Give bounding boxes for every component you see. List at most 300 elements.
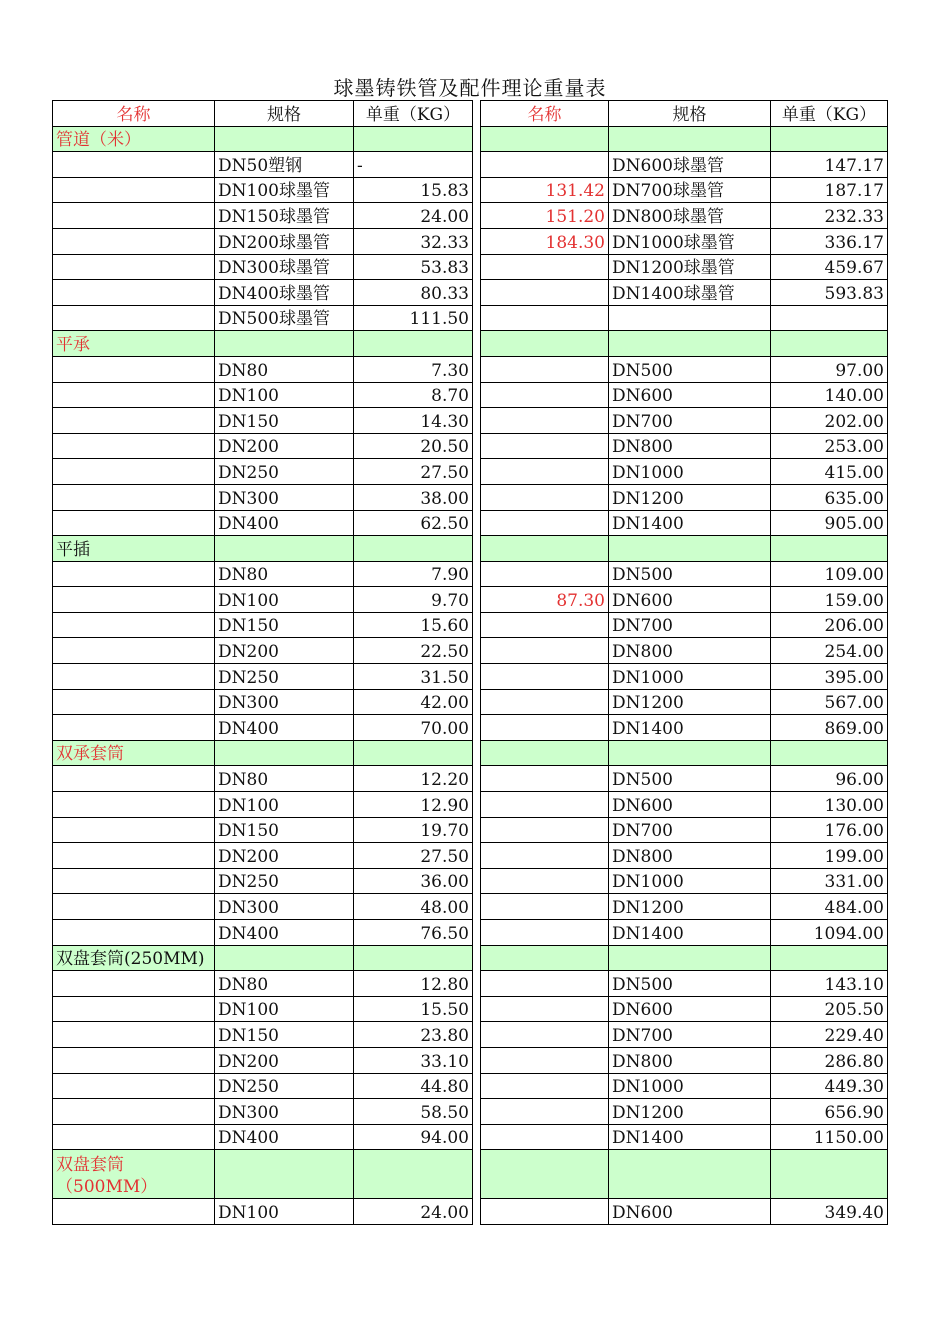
section-name-text: 双盘套筒 bbox=[56, 1155, 124, 1176]
left-spec-cell: DN250 bbox=[215, 868, 354, 894]
table-row bbox=[53, 766, 888, 792]
right-spec-cell: DN600球墨管 bbox=[609, 152, 771, 178]
section-empty-cell bbox=[215, 331, 354, 357]
right-weight-cell: 336.17 bbox=[771, 228, 888, 254]
column-divider bbox=[473, 510, 481, 536]
column-divider bbox=[473, 766, 481, 792]
left-weight-cell: - bbox=[354, 152, 473, 178]
section-empty-cell bbox=[481, 331, 609, 357]
left-name-cell bbox=[53, 1199, 215, 1225]
column-divider bbox=[473, 868, 481, 894]
right-note-cell bbox=[481, 408, 609, 434]
right-weight-cell: 567.00 bbox=[771, 689, 888, 715]
left-name-cell bbox=[53, 203, 215, 229]
table-row bbox=[53, 228, 888, 254]
header-spec-right: 规格 bbox=[609, 101, 771, 127]
left-name-cell bbox=[53, 433, 215, 459]
left-weight-cell: 76.50 bbox=[354, 920, 473, 946]
section-empty-cell bbox=[609, 740, 771, 766]
left-weight-cell: 8.70 bbox=[354, 382, 473, 408]
right-weight-cell: 205.50 bbox=[771, 996, 888, 1022]
header-row bbox=[53, 101, 888, 127]
column-divider bbox=[473, 459, 481, 485]
left-spec-cell: DN100 bbox=[215, 792, 354, 818]
left-name-cell bbox=[53, 510, 215, 536]
section-empty-cell bbox=[354, 536, 473, 562]
right-spec-cell: DN1200 bbox=[609, 484, 771, 510]
left-weight-cell: 19.70 bbox=[354, 817, 473, 843]
right-weight-cell: 159.00 bbox=[771, 587, 888, 613]
section-empty-cell bbox=[354, 740, 473, 766]
right-note-cell bbox=[481, 152, 609, 178]
column-divider bbox=[473, 536, 481, 562]
right-weight-cell: 147.17 bbox=[771, 152, 888, 178]
left-name-cell bbox=[53, 638, 215, 664]
left-weight-cell: 7.90 bbox=[354, 561, 473, 587]
right-note-cell bbox=[481, 1022, 609, 1048]
right-spec-cell: DN1000球墨管 bbox=[609, 228, 771, 254]
column-divider bbox=[473, 203, 481, 229]
column-divider bbox=[473, 689, 481, 715]
right-weight-cell: 96.00 bbox=[771, 766, 888, 792]
section-empty-cell bbox=[609, 945, 771, 971]
left-name-cell bbox=[53, 254, 215, 280]
right-weight-cell: 176.00 bbox=[771, 817, 888, 843]
column-divider bbox=[473, 254, 481, 280]
left-name-cell bbox=[53, 664, 215, 690]
header-name-right: 名称 bbox=[481, 101, 609, 127]
section-empty-cell bbox=[771, 331, 888, 357]
section-row bbox=[53, 536, 888, 562]
right-note-cell bbox=[481, 356, 609, 382]
right-spec-cell: DN1400 bbox=[609, 920, 771, 946]
table-row bbox=[53, 177, 888, 203]
right-weight-cell: 253.00 bbox=[771, 433, 888, 459]
right-note-cell bbox=[481, 766, 609, 792]
column-divider bbox=[473, 1022, 481, 1048]
left-spec-cell: DN250 bbox=[215, 1073, 354, 1099]
right-spec-cell: DN1000 bbox=[609, 868, 771, 894]
table-row bbox=[53, 305, 888, 331]
left-spec-cell: DN200 bbox=[215, 843, 354, 869]
right-spec-cell: DN700 bbox=[609, 817, 771, 843]
left-weight-cell: 36.00 bbox=[354, 868, 473, 894]
section-row bbox=[53, 126, 888, 152]
table-row bbox=[53, 254, 888, 280]
right-spec-cell: DN700 bbox=[609, 408, 771, 434]
right-weight-cell: 1094.00 bbox=[771, 920, 888, 946]
left-weight-cell: 80.33 bbox=[354, 280, 473, 306]
left-name-cell bbox=[53, 152, 215, 178]
right-weight-cell: 905.00 bbox=[771, 510, 888, 536]
left-weight-cell: 15.83 bbox=[354, 177, 473, 203]
table-row bbox=[53, 817, 888, 843]
right-note-cell bbox=[481, 868, 609, 894]
right-note-cell bbox=[481, 382, 609, 408]
column-divider bbox=[473, 152, 481, 178]
left-name-cell bbox=[53, 894, 215, 920]
right-weight-cell: 97.00 bbox=[771, 356, 888, 382]
column-divider bbox=[473, 408, 481, 434]
right-spec-cell: DN800 bbox=[609, 638, 771, 664]
left-spec-cell: DN300 bbox=[215, 1099, 354, 1125]
section-name-text: 管道（米） bbox=[56, 130, 141, 151]
column-divider bbox=[473, 305, 481, 331]
left-name-cell bbox=[53, 484, 215, 510]
section-empty-cell bbox=[771, 945, 888, 971]
right-note-cell bbox=[481, 715, 609, 741]
right-weight-cell: 1150.00 bbox=[771, 1124, 888, 1150]
column-divider bbox=[473, 612, 481, 638]
table-row bbox=[53, 612, 888, 638]
left-spec-cell: DN300 bbox=[215, 689, 354, 715]
section-name bbox=[53, 740, 215, 766]
table-row bbox=[53, 587, 888, 613]
section-empty-cell bbox=[215, 1150, 354, 1199]
column-divider bbox=[473, 177, 481, 203]
left-spec-cell: DN400球墨管 bbox=[215, 280, 354, 306]
section-name-text: 双盘套筒(250MM) bbox=[56, 949, 205, 970]
column-divider bbox=[473, 920, 481, 946]
column-divider bbox=[473, 1047, 481, 1073]
left-spec-cell: DN150 bbox=[215, 817, 354, 843]
right-note-cell bbox=[481, 689, 609, 715]
left-weight-cell: 32.33 bbox=[354, 228, 473, 254]
right-note-cell: 151.20 bbox=[481, 203, 609, 229]
table-row bbox=[53, 996, 888, 1022]
right-weight-cell: 187.17 bbox=[771, 177, 888, 203]
left-weight-cell: 70.00 bbox=[354, 715, 473, 741]
right-spec-cell: DN800球墨管 bbox=[609, 203, 771, 229]
right-note-cell: 87.30 bbox=[481, 587, 609, 613]
right-spec-cell: DN1200 bbox=[609, 1099, 771, 1125]
left-spec-cell: DN150 bbox=[215, 408, 354, 434]
section-empty-cell bbox=[354, 126, 473, 152]
left-spec-cell: DN50塑钢 bbox=[215, 152, 354, 178]
left-weight-cell: 58.50 bbox=[354, 1099, 473, 1125]
right-spec-cell: DN600 bbox=[609, 382, 771, 408]
right-spec-cell: DN600 bbox=[609, 792, 771, 818]
right-weight-cell: 593.83 bbox=[771, 280, 888, 306]
left-name-cell bbox=[53, 280, 215, 306]
section-empty-cell bbox=[481, 126, 609, 152]
right-note-cell: 131.42 bbox=[481, 177, 609, 203]
table-row bbox=[53, 868, 888, 894]
table-row bbox=[53, 484, 888, 510]
left-weight-cell: 24.00 bbox=[354, 203, 473, 229]
right-spec-cell: DN600 bbox=[609, 996, 771, 1022]
right-weight-cell: 349.40 bbox=[771, 1199, 888, 1225]
left-weight-cell: 15.50 bbox=[354, 996, 473, 1022]
column-divider bbox=[473, 971, 481, 997]
right-note-cell bbox=[481, 510, 609, 536]
left-weight-cell: 12.90 bbox=[354, 792, 473, 818]
left-weight-cell: 20.50 bbox=[354, 433, 473, 459]
table-row bbox=[53, 792, 888, 818]
left-weight-cell: 12.80 bbox=[354, 971, 473, 997]
header-weight-left: 单重（KG） bbox=[354, 101, 473, 127]
table-row bbox=[53, 664, 888, 690]
section-row bbox=[53, 331, 888, 357]
right-spec-cell: DN500 bbox=[609, 561, 771, 587]
right-weight-cell: 143.10 bbox=[771, 971, 888, 997]
left-name-cell bbox=[53, 971, 215, 997]
right-note-cell bbox=[481, 1099, 609, 1125]
section-name-text: 平插 bbox=[56, 539, 90, 560]
left-weight-cell: 22.50 bbox=[354, 638, 473, 664]
section-row bbox=[53, 945, 888, 971]
right-weight-cell: 635.00 bbox=[771, 484, 888, 510]
right-note-cell bbox=[481, 1047, 609, 1073]
table-row bbox=[53, 356, 888, 382]
right-note-cell bbox=[481, 612, 609, 638]
left-spec-cell: DN150 bbox=[215, 1022, 354, 1048]
section-name bbox=[53, 331, 215, 357]
table-row bbox=[53, 561, 888, 587]
right-weight-cell: 449.30 bbox=[771, 1073, 888, 1099]
section-empty-cell bbox=[215, 126, 354, 152]
column-divider bbox=[473, 664, 481, 690]
left-spec-cell: DN80 bbox=[215, 766, 354, 792]
left-spec-cell: DN100 bbox=[215, 1199, 354, 1225]
right-weight-cell: 232.33 bbox=[771, 203, 888, 229]
left-weight-cell: 33.10 bbox=[354, 1047, 473, 1073]
column-divider bbox=[473, 561, 481, 587]
section-empty-cell bbox=[481, 945, 609, 971]
left-weight-cell: 9.70 bbox=[354, 587, 473, 613]
right-weight-cell: 459.67 bbox=[771, 254, 888, 280]
right-weight-cell: 395.00 bbox=[771, 664, 888, 690]
left-weight-cell: 12.20 bbox=[354, 766, 473, 792]
left-name-cell bbox=[53, 228, 215, 254]
section-empty-cell bbox=[609, 331, 771, 357]
section-row bbox=[53, 740, 888, 766]
column-divider bbox=[473, 996, 481, 1022]
header-weight-right: 单重（KG） bbox=[771, 101, 888, 127]
column-divider bbox=[473, 792, 481, 818]
right-note-cell bbox=[481, 484, 609, 510]
left-spec-cell: DN150 bbox=[215, 612, 354, 638]
left-spec-cell: DN100球墨管 bbox=[215, 177, 354, 203]
right-spec-cell: DN1000 bbox=[609, 664, 771, 690]
table-row bbox=[53, 715, 888, 741]
right-spec-cell: DN700球墨管 bbox=[609, 177, 771, 203]
left-weight-cell: 62.50 bbox=[354, 510, 473, 536]
column-divider bbox=[473, 740, 481, 766]
column-divider bbox=[473, 228, 481, 254]
left-name-cell bbox=[53, 459, 215, 485]
left-name-cell bbox=[53, 561, 215, 587]
right-weight-cell: 484.00 bbox=[771, 894, 888, 920]
left-name-cell bbox=[53, 817, 215, 843]
left-spec-cell: DN80 bbox=[215, 356, 354, 382]
column-divider bbox=[473, 356, 481, 382]
section-empty-cell bbox=[354, 945, 473, 971]
section-empty-cell bbox=[215, 536, 354, 562]
right-note-cell bbox=[481, 1124, 609, 1150]
column-divider bbox=[473, 894, 481, 920]
sheet-title: 球墨铸铁管及配件理论重量表 bbox=[333, 76, 607, 100]
column-divider bbox=[473, 433, 481, 459]
right-weight-cell: 869.00 bbox=[771, 715, 888, 741]
right-weight-cell: 199.00 bbox=[771, 843, 888, 869]
left-name-cell bbox=[53, 408, 215, 434]
column-divider bbox=[473, 638, 481, 664]
table-row bbox=[53, 689, 888, 715]
table-row bbox=[53, 971, 888, 997]
right-spec-cell: DN600 bbox=[609, 1199, 771, 1225]
table-row bbox=[53, 382, 888, 408]
right-spec-cell: DN500 bbox=[609, 766, 771, 792]
right-spec-cell: DN500 bbox=[609, 971, 771, 997]
right-note-cell bbox=[481, 1199, 609, 1225]
left-name-cell bbox=[53, 1124, 215, 1150]
weight-table bbox=[52, 100, 888, 1225]
right-note-cell bbox=[481, 561, 609, 587]
left-spec-cell: DN200 bbox=[215, 1047, 354, 1073]
right-spec-cell: DN600 bbox=[609, 587, 771, 613]
right-note-cell bbox=[481, 433, 609, 459]
right-note-cell bbox=[481, 638, 609, 664]
section-name-text: 平承 bbox=[56, 334, 90, 355]
column-divider bbox=[473, 126, 481, 152]
column-divider bbox=[473, 843, 481, 869]
right-note-cell bbox=[481, 459, 609, 485]
right-note-cell bbox=[481, 843, 609, 869]
column-divider bbox=[473, 280, 481, 306]
column-divider bbox=[473, 817, 481, 843]
column-divider bbox=[473, 945, 481, 971]
table-row bbox=[53, 1047, 888, 1073]
right-note-cell bbox=[481, 920, 609, 946]
left-spec-cell: DN100 bbox=[215, 587, 354, 613]
right-weight-cell: 286.80 bbox=[771, 1047, 888, 1073]
right-spec-cell: DN1000 bbox=[609, 1073, 771, 1099]
section-empty-cell bbox=[481, 1150, 609, 1199]
section-row bbox=[53, 1150, 888, 1199]
right-spec-cell: DN800 bbox=[609, 433, 771, 459]
column-divider bbox=[473, 1150, 481, 1199]
left-spec-cell: DN200球墨管 bbox=[215, 228, 354, 254]
right-spec-cell: DN1200 bbox=[609, 689, 771, 715]
right-spec-cell bbox=[609, 305, 771, 331]
left-weight-cell: 15.60 bbox=[354, 612, 473, 638]
table-row bbox=[53, 408, 888, 434]
left-weight-cell: 27.50 bbox=[354, 459, 473, 485]
right-note-cell bbox=[481, 280, 609, 306]
section-empty-cell bbox=[481, 740, 609, 766]
right-note-cell bbox=[481, 1073, 609, 1099]
column-divider bbox=[473, 382, 481, 408]
section-empty-cell bbox=[354, 1150, 473, 1199]
table-row bbox=[53, 433, 888, 459]
right-note-cell bbox=[481, 817, 609, 843]
left-weight-cell: 27.50 bbox=[354, 843, 473, 869]
table-row bbox=[53, 1073, 888, 1099]
right-weight-cell: 130.00 bbox=[771, 792, 888, 818]
section-empty-cell bbox=[481, 536, 609, 562]
left-weight-cell: 31.50 bbox=[354, 664, 473, 690]
section-empty-cell bbox=[609, 1150, 771, 1199]
left-weight-cell: 44.80 bbox=[354, 1073, 473, 1099]
column-divider bbox=[473, 484, 481, 510]
table-row bbox=[53, 1022, 888, 1048]
section-empty-cell bbox=[771, 1150, 888, 1199]
right-weight-cell: 202.00 bbox=[771, 408, 888, 434]
section-name-text: 双承套筒 bbox=[56, 744, 124, 765]
section-empty-cell bbox=[354, 331, 473, 357]
right-spec-cell: DN1000 bbox=[609, 459, 771, 485]
left-name-cell bbox=[53, 305, 215, 331]
left-spec-cell: DN250 bbox=[215, 459, 354, 485]
right-spec-cell: DN500 bbox=[609, 356, 771, 382]
section-empty-cell bbox=[771, 126, 888, 152]
left-spec-cell: DN200 bbox=[215, 433, 354, 459]
right-weight-cell: 140.00 bbox=[771, 382, 888, 408]
section-empty-cell bbox=[771, 740, 888, 766]
column-divider bbox=[473, 1199, 481, 1225]
left-spec-cell: DN300球墨管 bbox=[215, 254, 354, 280]
table-row bbox=[53, 203, 888, 229]
right-spec-cell: DN1400 bbox=[609, 1124, 771, 1150]
right-weight-cell bbox=[771, 305, 888, 331]
section-empty-cell bbox=[215, 740, 354, 766]
right-note-cell bbox=[481, 971, 609, 997]
column-divider bbox=[473, 587, 481, 613]
left-name-cell bbox=[53, 1099, 215, 1125]
right-spec-cell: DN700 bbox=[609, 612, 771, 638]
right-note-cell: 184.30 bbox=[481, 228, 609, 254]
left-weight-cell: 14.30 bbox=[354, 408, 473, 434]
right-spec-cell: DN1200球墨管 bbox=[609, 254, 771, 280]
table-row bbox=[53, 280, 888, 306]
header-name-left: 名称 bbox=[53, 101, 215, 127]
right-note-cell bbox=[481, 305, 609, 331]
column-divider bbox=[473, 331, 481, 357]
right-note-cell bbox=[481, 996, 609, 1022]
table-row bbox=[53, 459, 888, 485]
left-weight-cell: 111.50 bbox=[354, 305, 473, 331]
left-spec-cell: DN150球墨管 bbox=[215, 203, 354, 229]
left-weight-cell: 53.83 bbox=[354, 254, 473, 280]
column-divider bbox=[473, 1073, 481, 1099]
section-name bbox=[53, 1150, 215, 1199]
left-name-cell bbox=[53, 1022, 215, 1048]
table-row bbox=[53, 152, 888, 178]
left-name-cell bbox=[53, 177, 215, 203]
right-note-cell bbox=[481, 664, 609, 690]
section-name bbox=[53, 536, 215, 562]
table-row bbox=[53, 1099, 888, 1125]
left-weight-cell: 24.00 bbox=[354, 1199, 473, 1225]
table-row bbox=[53, 843, 888, 869]
right-note-cell bbox=[481, 254, 609, 280]
section-name bbox=[53, 126, 215, 152]
right-spec-cell: DN800 bbox=[609, 1047, 771, 1073]
right-weight-cell: 109.00 bbox=[771, 561, 888, 587]
column-divider bbox=[473, 1099, 481, 1125]
left-name-cell bbox=[53, 920, 215, 946]
header-spec-left: 规格 bbox=[215, 101, 354, 127]
right-weight-cell: 229.40 bbox=[771, 1022, 888, 1048]
column-divider bbox=[473, 715, 481, 741]
left-name-cell bbox=[53, 766, 215, 792]
left-name-cell bbox=[53, 612, 215, 638]
right-spec-cell: DN1400 bbox=[609, 715, 771, 741]
left-weight-cell: 94.00 bbox=[354, 1124, 473, 1150]
table-row bbox=[53, 510, 888, 536]
right-spec-cell: DN1400 bbox=[609, 510, 771, 536]
